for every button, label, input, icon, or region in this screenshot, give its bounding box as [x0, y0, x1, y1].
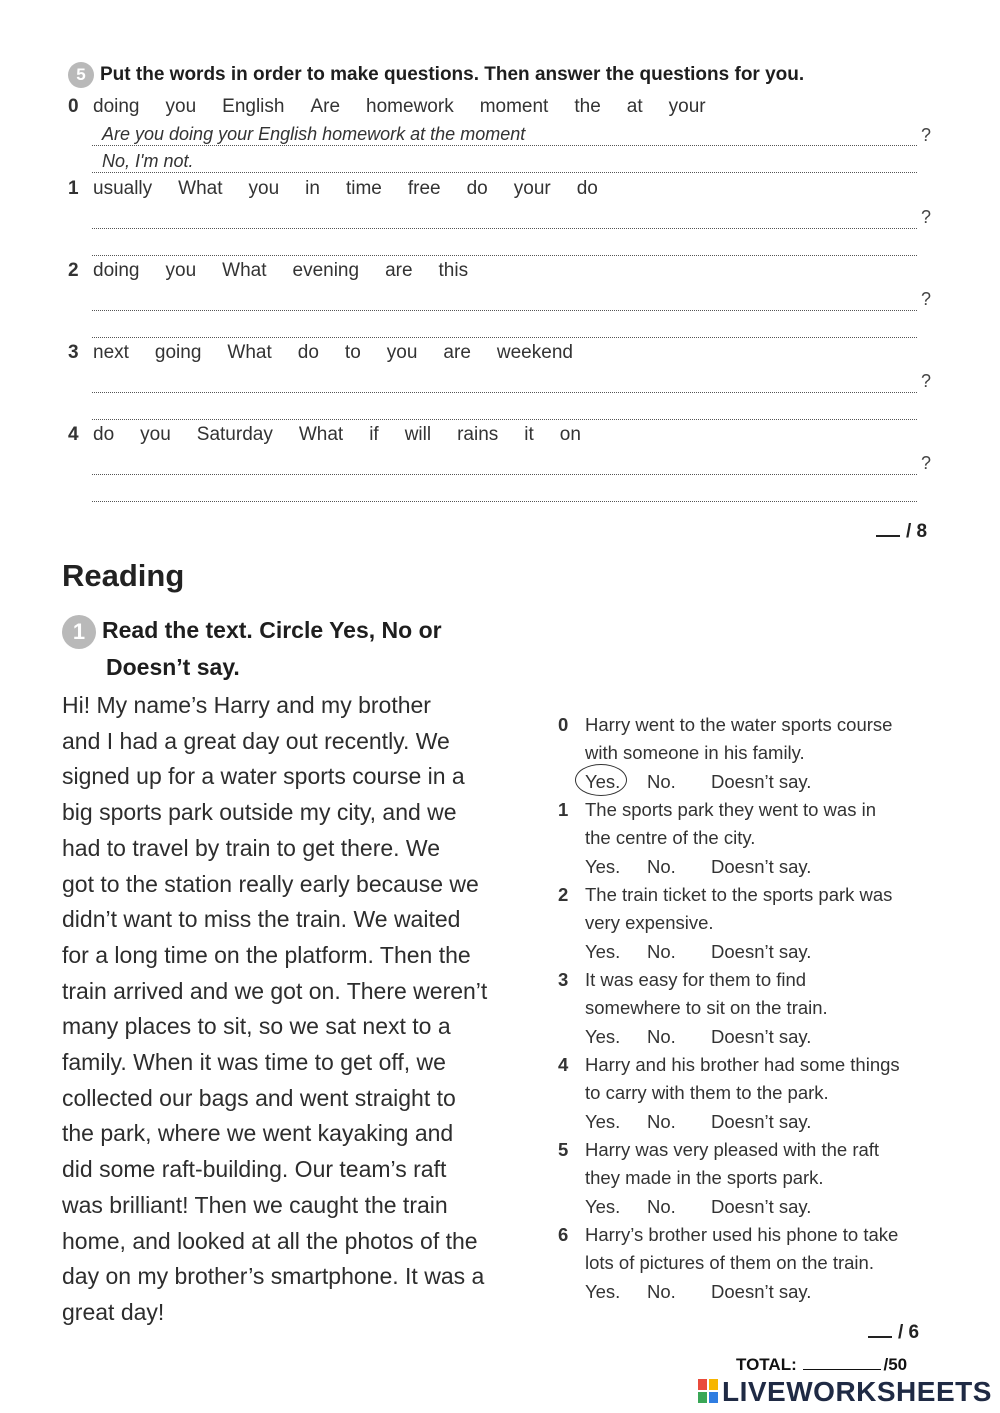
option-no[interactable]: No. — [647, 855, 676, 877]
passage-line: home, and looked at all the photos of the — [62, 1227, 478, 1254]
exercise-5-instruction: Put the words in order to make questions. Then answer the questions for you. — [100, 64, 805, 86]
option-doesnt[interactable]: Doesn’t say. — [711, 855, 812, 877]
passage-line: collected our bags and went straight to — [62, 1084, 456, 1111]
section-title-reading: Reading — [62, 558, 185, 593]
jumbled-words: next going What do to you are weekend — [93, 342, 573, 363]
option-no[interactable]: No. — [647, 1195, 676, 1217]
passage-line: big sports park outside my city, and we — [62, 799, 457, 826]
exercise-number-badge: 1 — [62, 615, 96, 649]
answer-line-reply-3[interactable] — [92, 418, 917, 420]
statement-1 — [558, 796, 938, 880]
option-yes[interactable]: Yes. — [585, 1195, 621, 1217]
statement-number: 0 — [558, 714, 569, 735]
option-no[interactable]: No. — [647, 770, 676, 792]
question-mark: ? — [921, 453, 932, 473]
statement-number: 6 — [558, 1224, 569, 1245]
passage-line: didn’t want to miss the train. We waited — [62, 906, 461, 933]
statement-text-line1: Harry’s brother used his phone to take — [585, 1224, 899, 1245]
statement-number: 4 — [558, 1054, 569, 1075]
statement-5 — [558, 1136, 938, 1220]
passage-line: day on my brother’s smartphone. It was a — [62, 1263, 485, 1290]
passage-line: did some raft-building. Our team’s raft — [62, 1156, 447, 1183]
item-number: 2 — [68, 260, 79, 281]
jumbled-words: do you Saturday What if will rains it on — [93, 424, 581, 445]
option-yes[interactable]: Yes. — [585, 1280, 621, 1302]
option-no[interactable]: No. — [647, 1280, 676, 1302]
answer-options — [585, 853, 811, 881]
statement-text-line1: The sports park they went to was in — [585, 799, 876, 820]
answer-options — [585, 768, 811, 796]
option-yes[interactable]: Yes. — [585, 1025, 621, 1047]
answer-line-reply-0 — [92, 171, 917, 173]
option-doesnt[interactable]: Doesn’t say. — [711, 770, 812, 792]
passage-line: had to travel by train to get there. We — [62, 834, 441, 861]
passage-line: got to the station really early because we — [62, 870, 479, 897]
statement-text-line1: The train ticket to the sports park was — [585, 884, 893, 905]
statement-number: 1 — [558, 799, 569, 820]
exercise-5-heading — [68, 62, 804, 88]
option-yes[interactable]: Yes. — [585, 855, 621, 877]
answer-options — [585, 1278, 811, 1306]
item-number: 3 — [68, 342, 79, 363]
answer-line-question-2[interactable] — [92, 309, 917, 311]
statement-text-line2: somewhere to sit on the train. — [585, 997, 828, 1019]
passage-line: was brilliant! Then we caught the train — [62, 1191, 448, 1218]
question-mark: ? — [921, 125, 932, 145]
exercise-number-badge: 5 — [68, 62, 94, 88]
option-doesnt[interactable]: Doesn’t say. — [711, 1110, 812, 1132]
option-doesnt[interactable]: Doesn’t say. — [711, 1280, 812, 1302]
answer-options — [585, 938, 811, 966]
option-yes[interactable]: Yes. — [585, 768, 647, 796]
item-number: 0 — [68, 96, 79, 117]
item-number: 1 — [68, 178, 79, 199]
passage-line: train arrived and we got on. There weren’t — [62, 977, 488, 1004]
statement-4 — [558, 1051, 938, 1135]
total-score: TOTAL: /50 — [736, 1355, 908, 1374]
statement-text-line2: the centre of the city. — [585, 827, 756, 849]
jumbled-words: doing you What evening are this — [93, 260, 469, 281]
item-number: 4 — [68, 424, 79, 445]
reading-instruction: 1 Read the text. Circle Yes, No or Doesn’t say. — [62, 612, 442, 685]
statement-text-line2: lots of pictures of them on the train. — [585, 1252, 874, 1274]
option-no[interactable]: No. — [647, 1025, 676, 1047]
statement-text-line1: Harry was very pleased with the raft — [585, 1139, 880, 1160]
exercise-5-score: / 8 — [876, 521, 927, 543]
question-mark: ? — [921, 207, 932, 227]
passage-line: and I had a great day out recently. We — [62, 727, 450, 754]
option-no[interactable]: No. — [647, 940, 676, 962]
statement-text-line1: Harry and his brother had some things — [585, 1054, 900, 1075]
passage-line: Hi! My name’s Harry and my brother — [62, 692, 431, 718]
passage-line: family. When it was time to get off, we — [62, 1049, 446, 1076]
answer-line-question-3[interactable] — [92, 391, 917, 393]
passage-line: many places to sit, so we sat next to a — [62, 1013, 451, 1040]
answer-options — [585, 1108, 811, 1136]
statement-number: 3 — [558, 969, 569, 990]
jumbled-words: usually What you in time free do your do — [93, 178, 598, 199]
answer-line-question-1[interactable] — [92, 227, 917, 229]
answer-options — [585, 1193, 811, 1221]
liveworksheets-logo-icon — [698, 1379, 720, 1405]
option-yes[interactable]: Yes. — [585, 1110, 621, 1132]
reading-passage — [62, 688, 532, 1331]
jumbled-words: doing you English Are homework moment the at your — [93, 96, 706, 117]
statement-6 — [558, 1221, 938, 1305]
question-mark: ? — [921, 371, 932, 391]
answer-line-question-4[interactable] — [92, 473, 917, 475]
option-doesnt[interactable]: Doesn’t say. — [711, 1025, 812, 1047]
brand-logo — [698, 1376, 992, 1408]
statement-text-line1: It was easy for them to find — [585, 969, 807, 990]
statement-0 — [558, 711, 938, 795]
passage-line: signed up for a water sports course in a — [62, 763, 465, 790]
statement-text-line2: to carry with them to the park. — [585, 1082, 829, 1104]
answer-line-question-0 — [92, 144, 917, 146]
statement-3 — [558, 966, 938, 1050]
answer-line-reply-2[interactable] — [92, 336, 917, 338]
statement-text-line1: Harry went to the water sports course — [585, 714, 893, 735]
brand-name: LIVEWORKSHEETS — [722, 1376, 992, 1407]
passage-line: great day! — [62, 1298, 165, 1325]
passage-line: the park, where we went kayaking and — [62, 1120, 454, 1147]
statement-text-line2: they made in the sports park. — [585, 1167, 824, 1189]
option-yes[interactable]: Yes. — [585, 940, 621, 962]
option-no[interactable]: No. — [647, 1110, 676, 1132]
option-doesnt[interactable]: Doesn’t say. — [711, 940, 812, 962]
example-answer-question: Are you doing your English homework at the moment — [102, 124, 526, 144]
statement-text-line2: very expensive. — [585, 912, 714, 934]
answer-options — [585, 1023, 811, 1051]
statement-text-line2: with someone in his family. — [585, 742, 805, 764]
option-doesnt[interactable]: Doesn’t say. — [711, 1195, 812, 1217]
answer-line-reply-1[interactable] — [92, 254, 917, 256]
answer-line-reply-4[interactable] — [92, 500, 917, 502]
statement-number: 5 — [558, 1139, 569, 1160]
reading-score: / 6 — [868, 1322, 919, 1344]
statement-2 — [558, 881, 938, 965]
statement-number: 2 — [558, 884, 569, 905]
question-mark: ? — [921, 289, 932, 309]
passage-line: for a long time on the platform. Then the — [62, 941, 471, 968]
example-answer-reply: No, I'm not. — [102, 151, 194, 171]
